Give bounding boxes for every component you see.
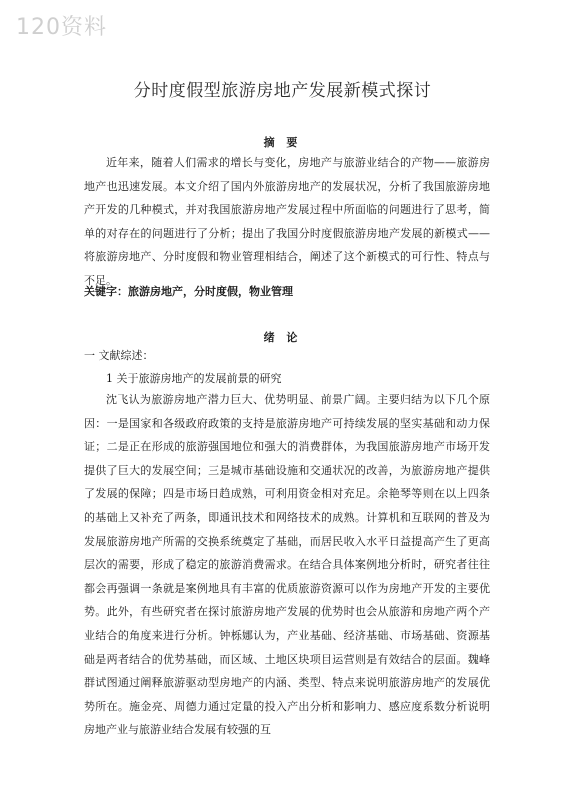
abstract-heading: 摘 要	[263, 136, 302, 149]
document-title: 分时度假型旅游房地产发展新模式探讨	[133, 81, 432, 101]
intro-paragraph: 沈飞认为旅游房地产潜力巨大、优势明显、前景广阔。主要归结为以下几个原因：一是国家和各级政府政策的支持是旅游房地产可持续发展的坚实基础和动力保证；二是正在形成的旅游强国地位和强大的消费群体，为我国旅游房地产市场开发提供了巨大的发展空间；三是城市基础设施和交通状况的改善，为旅游房地产提供了发展的保障；四是市场日趋成熟，可利用资金相对充足。余艳琴等则在以上四条的基础上又补充了两条，即通讯技术和网络技术的成熟。计算机和互联网的普及为发展旅游房地产所需的交换系统奠定了基础，而居民收入水平日益提高产生了更高层次的需要，形成了稳定的旅游消费需求。在结合具体案例地分析时，研究者往往都会再强调一条就是案例地具有丰富的优质旅游资源可以作为房地产开发的主要优势。此外，有些研究者在探讨旅游房地产发展的优势时也会从旅游和房地产两个产业结合的角度来进行分析。钟栎娜认为，产业基础、经济基础、市场基础、资源基础是两者结合的优势基础，而区域、土地区块项目运营则是有效结合的层面。魏峰群试图通过阐释旅游驱动型房地产的内涵、类型、特点来说明旅游房地产的发展优势所在。施金亮、周德力通过定量的投入产出分析和影响力、感应度系数分析说明房地产业与旅游业结合发展有较强的互	[84, 393, 490, 737]
keywords-line	[84, 283, 293, 299]
subsection-prospect-research: 1 关于旅游房地产的发展前景的研究	[106, 372, 282, 385]
watermark-logo: 120资料	[16, 15, 107, 40]
section-literature-review: 一 文献综述：	[84, 349, 154, 362]
intro-heading: 绪 论	[263, 331, 302, 344]
keywords-label: 关键字：	[84, 285, 128, 298]
keywords-value: 旅游房地产，分时度假，物业管理	[128, 285, 293, 298]
abstract-text: 近年来，随着人们需求的增长与变化，房地产与旅游业结合的产物——旅游房地产也迅速发展。本文介绍了国内外旅游房地产的发展状况，分析了我国旅游房地产开发的几种模式，并对我国旅游房地产发展过程中所面临的问题进行了思考，简单的对存在的问题进行了分析；提出了我国分时度假旅游房地产发展的新模式——将旅游房地产、分时度假和物业管理相结合，阐述了这个新模式的可行性、特点与不足。	[84, 156, 490, 287]
